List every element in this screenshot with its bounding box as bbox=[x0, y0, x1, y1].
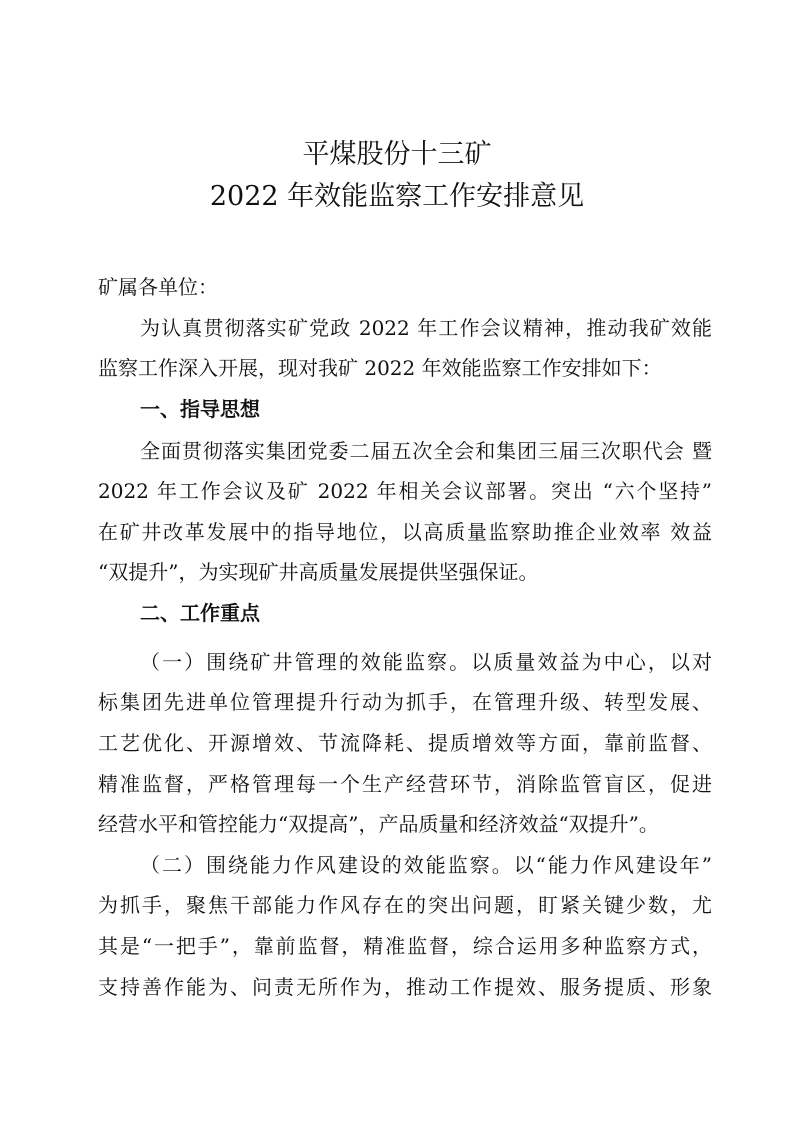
item1-line: 工艺优化、开源增效、节流降耗、提质增效等方面，靠前监督、 bbox=[98, 731, 712, 755]
item2-line: （二）围绕能力作风建设的效能监察。以“能力作风建设年” bbox=[140, 853, 712, 877]
section1-line: 2022 年工作会议及矿 2022 年相关会议部署。突出 “六个坚持” bbox=[98, 479, 712, 503]
salutation: 矿属各单位： bbox=[98, 275, 218, 299]
section1-line: 在矿井改革发展中的指导地位，以高质量监察助推企业效率 效益 bbox=[98, 520, 712, 544]
section1-line: 全面贯彻落实集团党委二届五次全会和集团三届三次职代会 暨 bbox=[140, 439, 712, 463]
section-heading-guiding-ideology: 一、指导思想 bbox=[140, 397, 260, 421]
item1-line: 精准监督，严格管理每一个生产经营环节，消除监管盲区，促进 bbox=[98, 772, 712, 796]
intro-line: 为认真贯彻落实矿党政 2022 年工作会议精神，推动我矿效能 bbox=[140, 316, 712, 340]
document-title-line2: 2022 年效能监察工作安排意见 bbox=[209, 181, 585, 212]
item1-line: （一）围绕矿井管理的效能监察。以质量效益为中心，以对 bbox=[140, 650, 712, 674]
item1-line: 标集团先进单位管理提升行动为抓手，在管理升级、转型发展、 bbox=[98, 690, 712, 714]
item1-line: 经营水平和管控能力“双提高”，产品质量和经济效益“双提升”。 bbox=[98, 812, 659, 836]
item2-line: 为抓手，聚焦干部能力作风存在的突出问题，盯紧关键少数，尤 bbox=[98, 893, 712, 917]
item2-line: 支持善作能为、问责无所作为，推动工作提效、服务提质、形象 bbox=[98, 975, 712, 999]
intro-line: 监察工作深入开展，现对我矿 2022 年效能监察工作安排如下： bbox=[98, 356, 662, 380]
section-heading-work-focus: 二、工作重点 bbox=[140, 601, 260, 625]
item2-line: 其是“一把手”，靠前监督，精准监督，综合运用多种监察方式， bbox=[98, 934, 712, 958]
document-title-line1: 平煤股份十三矿 bbox=[302, 139, 492, 170]
section1-line: “双提升”，为实现矿井高质量发展提供坚强保证。 bbox=[98, 560, 539, 584]
